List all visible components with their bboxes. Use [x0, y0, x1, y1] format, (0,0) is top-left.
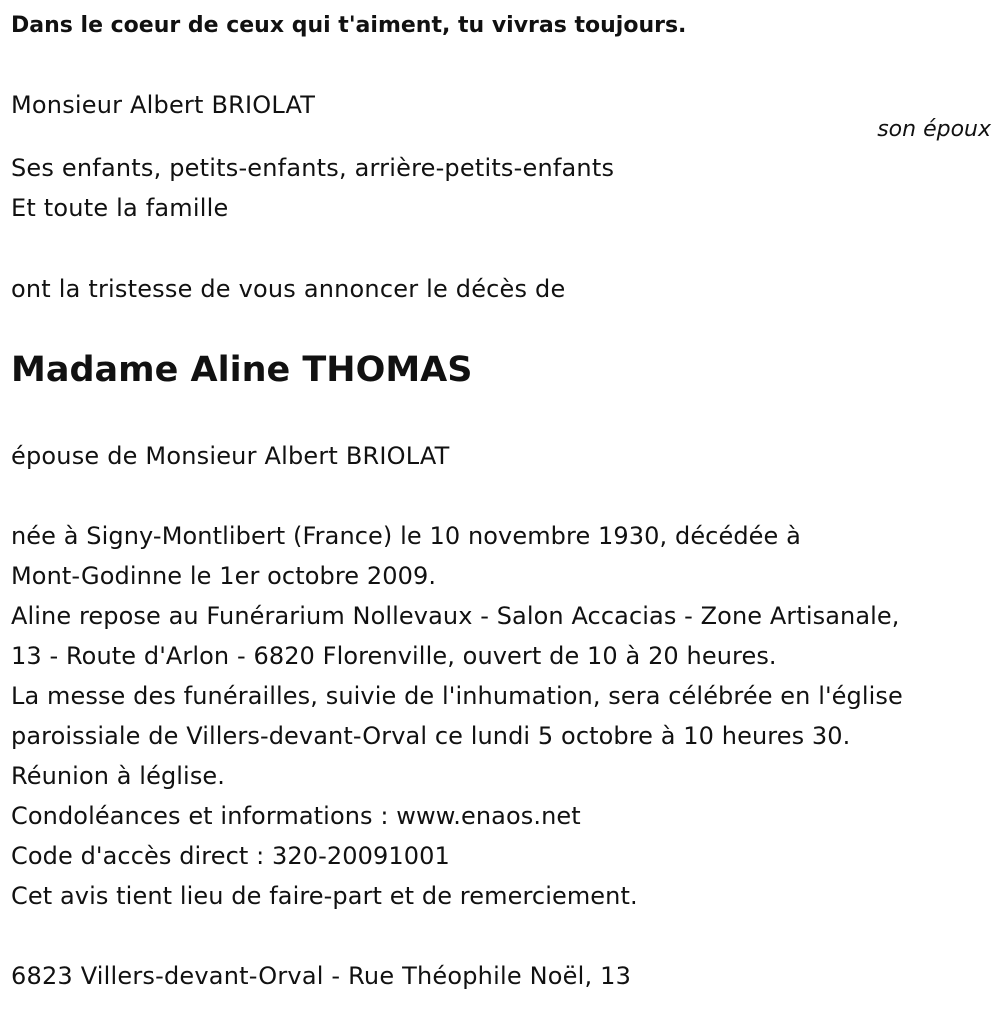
detail-line-website: Condoléances et informations : www.enaos.net	[11, 802, 581, 830]
detail-line: Mont-Godinne le 1er octobre 2009.	[11, 562, 437, 590]
detail-line: La messe des funérailles, suivie de l'inhumation, sera célébrée en l'église	[11, 682, 903, 710]
epigraph: Dans le coeur de ceux qui t'aiment, tu vivras toujours.	[11, 13, 687, 38]
detail-line: Cet avis tient lieu de faire-part et de remerciement.	[11, 882, 638, 910]
spouse-of-text: épouse de Monsieur Albert BRIOLAT	[11, 442, 450, 470]
spouse-name: Monsieur Albert BRIOLAT	[11, 91, 316, 119]
family-line-family: Et toute la famille	[11, 194, 229, 222]
detail-line: paroissiale de Villers-devant-Orval ce lundi 5 octobre à 10 heures 30.	[11, 722, 851, 750]
detail-line: 13 - Route d'Arlon - 6820 Florenville, ouvert de 10 à 20 heures.	[11, 642, 777, 670]
spouse-relation: son époux	[877, 117, 991, 142]
deceased-name: Madame Aline THOMAS	[11, 350, 473, 390]
detail-line: Aline repose au Funérarium Nollevaux - Salon Accacias - Zone Artisanale,	[11, 602, 900, 630]
address: 6823 Villers-devant-Orval - Rue Théophile Noël, 13	[11, 962, 632, 990]
detail-line-access-code: Code d'accès direct : 320-20091001	[11, 842, 450, 870]
family-line-children: Ses enfants, petits-enfants, arrière-petits-enfants	[11, 154, 615, 182]
details-block	[11, 516, 903, 916]
announcement-text: ont la tristesse de vous annoncer le décès de	[11, 275, 566, 303]
detail-line: née à Signy-Montlibert (France) le 10 novembre 1930, décédée à	[11, 522, 801, 550]
detail-line: Réunion à léglise.	[11, 762, 226, 790]
